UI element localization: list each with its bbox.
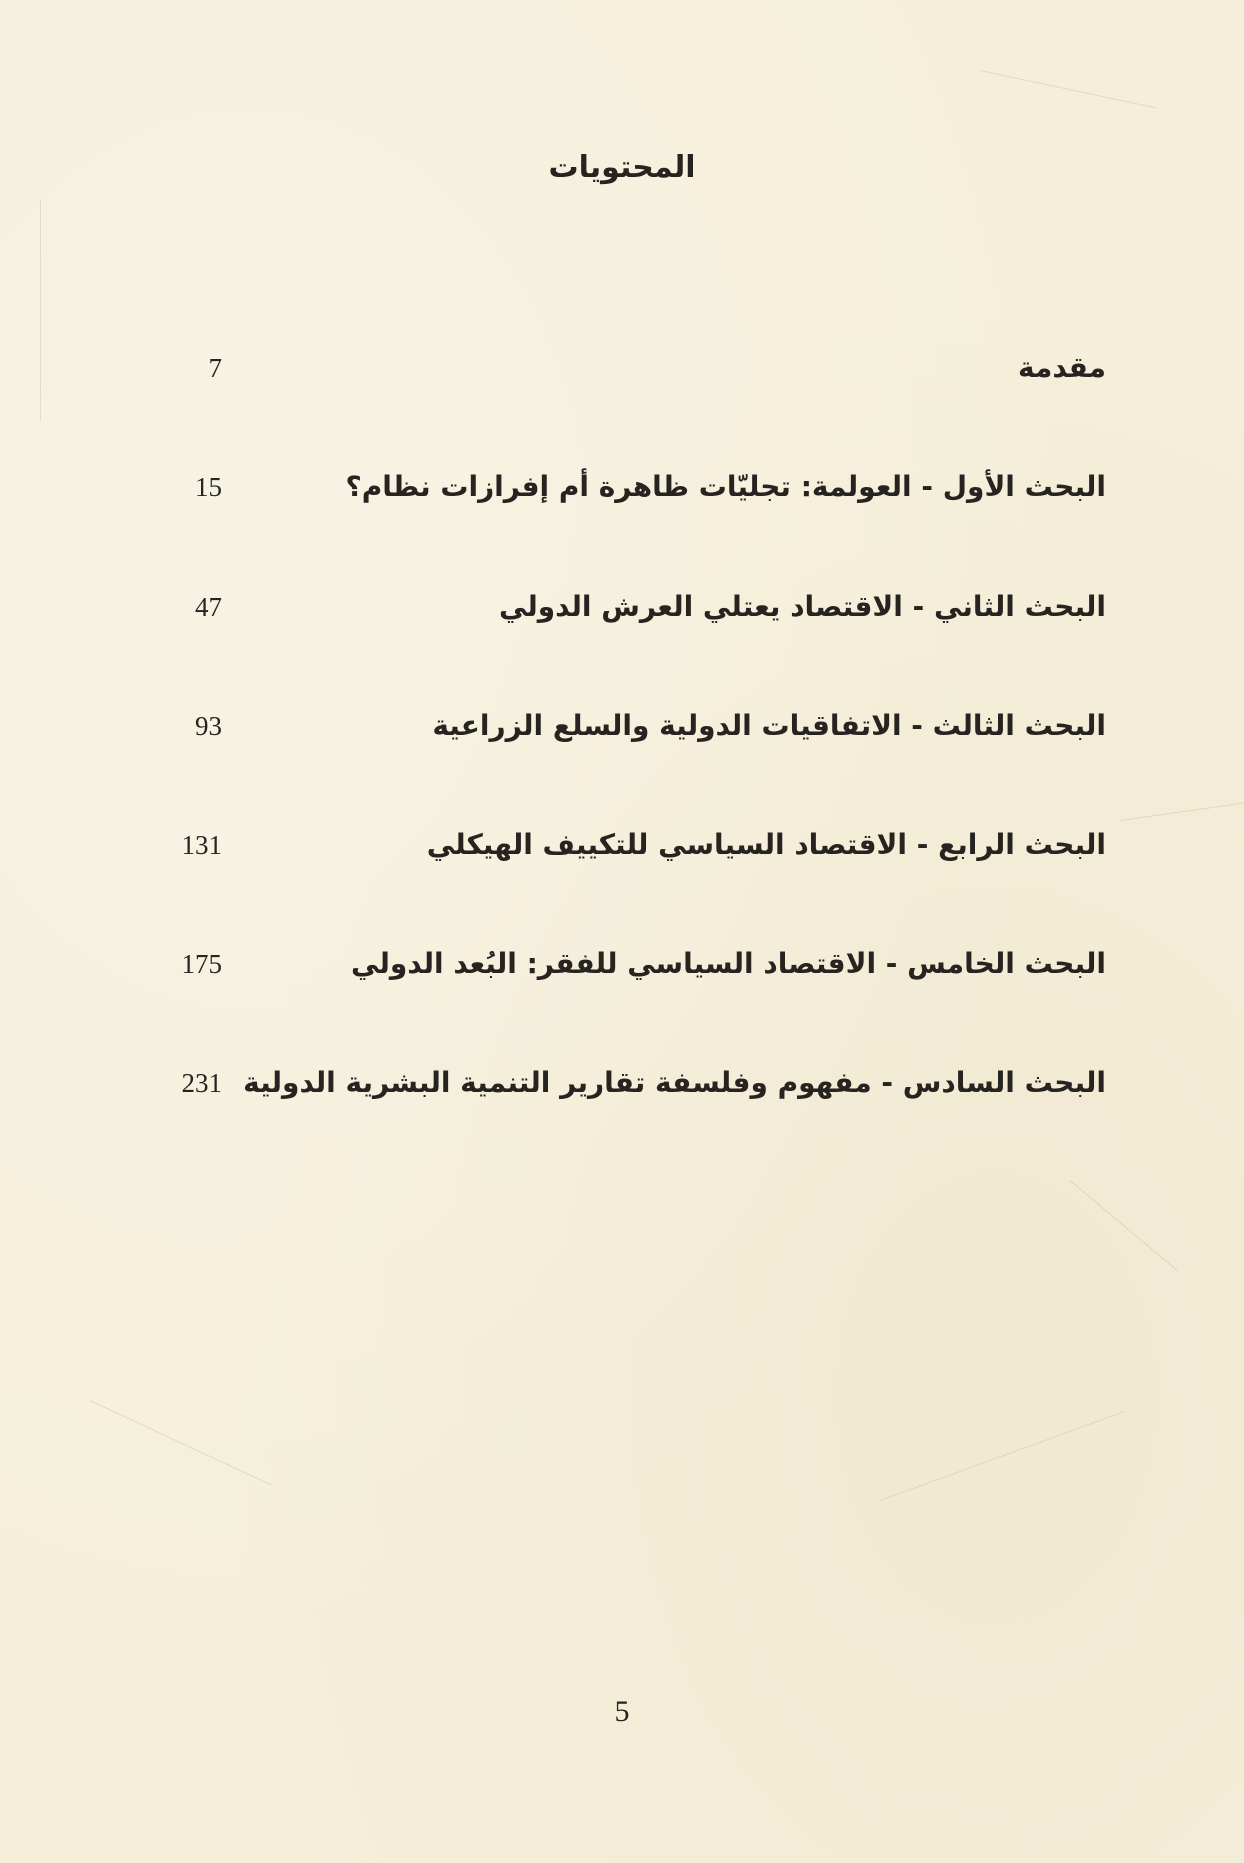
toc-row	[0, 582, 1244, 632]
toc-row	[0, 1058, 1244, 1108]
paper-fiber	[980, 70, 1156, 108]
toc-entry-page: 131	[181, 830, 222, 860]
paper-fiber	[90, 1400, 272, 1485]
toc-entry-title: البحث الثالث - الاتفاقيات الدولية والسلع الزراعية	[432, 709, 1106, 742]
toc-row	[0, 820, 1244, 870]
toc-entry-page: 175	[181, 949, 222, 979]
paper-fiber	[1120, 798, 1244, 821]
page-number: 5	[614, 1695, 630, 1728]
toc-row	[0, 701, 1244, 751]
toc-entry-title: البحث الخامس - الاقتصاد السياسي للفقر: البُعد الدولي	[351, 947, 1106, 980]
toc-entry-title: البحث الثاني - الاقتصاد يعتلي العرش الدولي	[498, 590, 1106, 623]
paper-fiber	[1070, 1180, 1178, 1271]
toc-entry-title: البحث الأول - العولمة: تجليّات ظاهرة أم إفرازات نظام؟	[345, 470, 1106, 503]
toc-entry-page: 93	[195, 711, 222, 741]
paper-fiber	[880, 1411, 1125, 1501]
page-title: المحتويات	[548, 150, 696, 185]
toc-entry-title: البحث الرابع - الاقتصاد السياسي للتكييف الهيكلي	[426, 828, 1106, 861]
toc-row	[0, 462, 1244, 512]
toc-entry-title: البحث السادس - مفهوم وفلسفة تقارير التنمية البشرية الدولية	[243, 1066, 1106, 1099]
toc-entry-page: 231	[181, 1068, 222, 1098]
toc-entry-page: 7	[208, 353, 222, 383]
toc-entry-title: مقدمة	[1018, 351, 1106, 384]
toc-entry-page: 15	[195, 472, 222, 502]
toc-row	[0, 343, 1244, 393]
toc-entry-page: 47	[195, 592, 222, 622]
toc-row	[0, 939, 1244, 989]
